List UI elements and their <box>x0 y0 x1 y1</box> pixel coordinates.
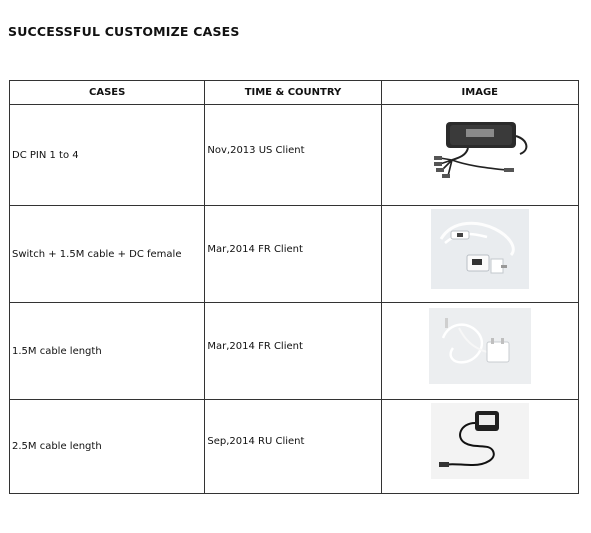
power-adapter-splitter-photo <box>428 114 532 189</box>
table-row <box>10 303 579 400</box>
time-country-cell <box>205 105 381 206</box>
image-cell <box>381 400 578 494</box>
time-country-text: Mar,2014 FR Client <box>207 243 303 255</box>
table-header-row <box>10 81 579 105</box>
case-cell: 1.5M cable length <box>10 303 205 400</box>
table-row <box>10 206 579 303</box>
table-row <box>10 400 579 494</box>
header-time-country: TIME & COUNTRY <box>205 81 381 105</box>
time-country-cell <box>205 303 381 400</box>
image-cell <box>381 206 578 303</box>
image-cell <box>381 105 578 206</box>
case-cell: 2.5M cable length <box>10 400 205 494</box>
cases-table <box>9 80 579 494</box>
time-country-text: Mar,2014 FR Client <box>207 340 303 352</box>
black-wall-adapter-photo <box>431 403 529 482</box>
image-cell <box>381 303 578 400</box>
white-wall-adapter-photo <box>429 308 531 387</box>
time-country-text: Sep,2014 RU Client <box>207 436 305 447</box>
time-country-cell <box>205 400 381 494</box>
page-title: SUCCESSFUL CUSTOMIZE CASES <box>8 24 240 39</box>
time-country-text: Nov,2013 US Client <box>207 144 305 156</box>
header-cases: CASES <box>10 81 205 105</box>
header-image: IMAGE <box>381 81 578 105</box>
white-switch-cable-photo <box>431 209 529 292</box>
table-row <box>10 105 579 206</box>
case-cell: Switch + 1.5M cable + DC female <box>10 206 205 303</box>
time-country-cell <box>205 206 381 303</box>
case-cell: DC PIN 1 to 4 <box>10 105 205 206</box>
